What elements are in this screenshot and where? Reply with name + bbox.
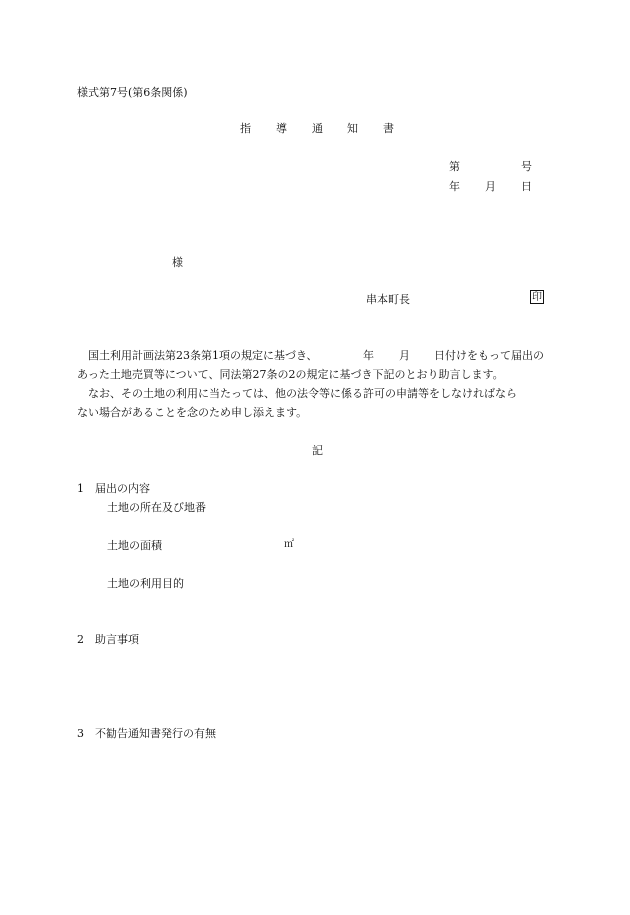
area-unit: ㎡	[284, 539, 294, 550]
title-char: 書	[383, 122, 394, 135]
date-day: 日	[521, 180, 532, 193]
section-title: 届出の内容	[95, 482, 150, 495]
body-line: あった土地売買等について、同法第27条の2の規定に基づき下記のとおり助言します。	[77, 368, 504, 381]
section-title: 不勧告通知書発行の有無	[95, 727, 216, 740]
sender-name: 串本町長	[366, 293, 410, 306]
section-title: 助言事項	[95, 633, 139, 646]
title-char: 導	[276, 122, 287, 135]
section-number: 1	[77, 482, 84, 495]
body-line	[88, 350, 318, 361]
body-text: 日付けをもって届出の	[434, 349, 544, 362]
title-char: 指	[240, 122, 251, 135]
section-number: 3	[77, 727, 84, 740]
doc-number-suffix: 号	[521, 160, 532, 173]
form-number: 様式第7号(第6条関係)	[77, 86, 188, 99]
body-text: 国土利用計画法第23条第1項の規定に基づき、	[88, 349, 318, 362]
addressee-suffix: 様	[172, 256, 183, 269]
body-line: ない場合があることを念のため申し添えます。	[77, 406, 308, 419]
item-land-location: 土地の所在及び地番	[107, 501, 206, 514]
section-number: 2	[77, 633, 84, 646]
title-char: 知	[347, 122, 358, 135]
ki-heading: 記	[312, 444, 323, 457]
item-land-area: 土地の面積	[107, 539, 162, 552]
body-line: なお、その土地の利用に当たっては、他の法令等に係る許可の申請等をしなければなら	[88, 387, 517, 400]
date-year: 年	[449, 180, 460, 193]
date-month: 月	[485, 180, 496, 193]
body-year: 年	[363, 349, 374, 362]
title-char: 通	[312, 122, 323, 135]
item-land-use: 土地の利用目的	[107, 577, 184, 590]
seal-mark: 印	[532, 292, 542, 303]
body-month: 月	[399, 349, 410, 362]
doc-number-prefix: 第	[449, 160, 460, 173]
